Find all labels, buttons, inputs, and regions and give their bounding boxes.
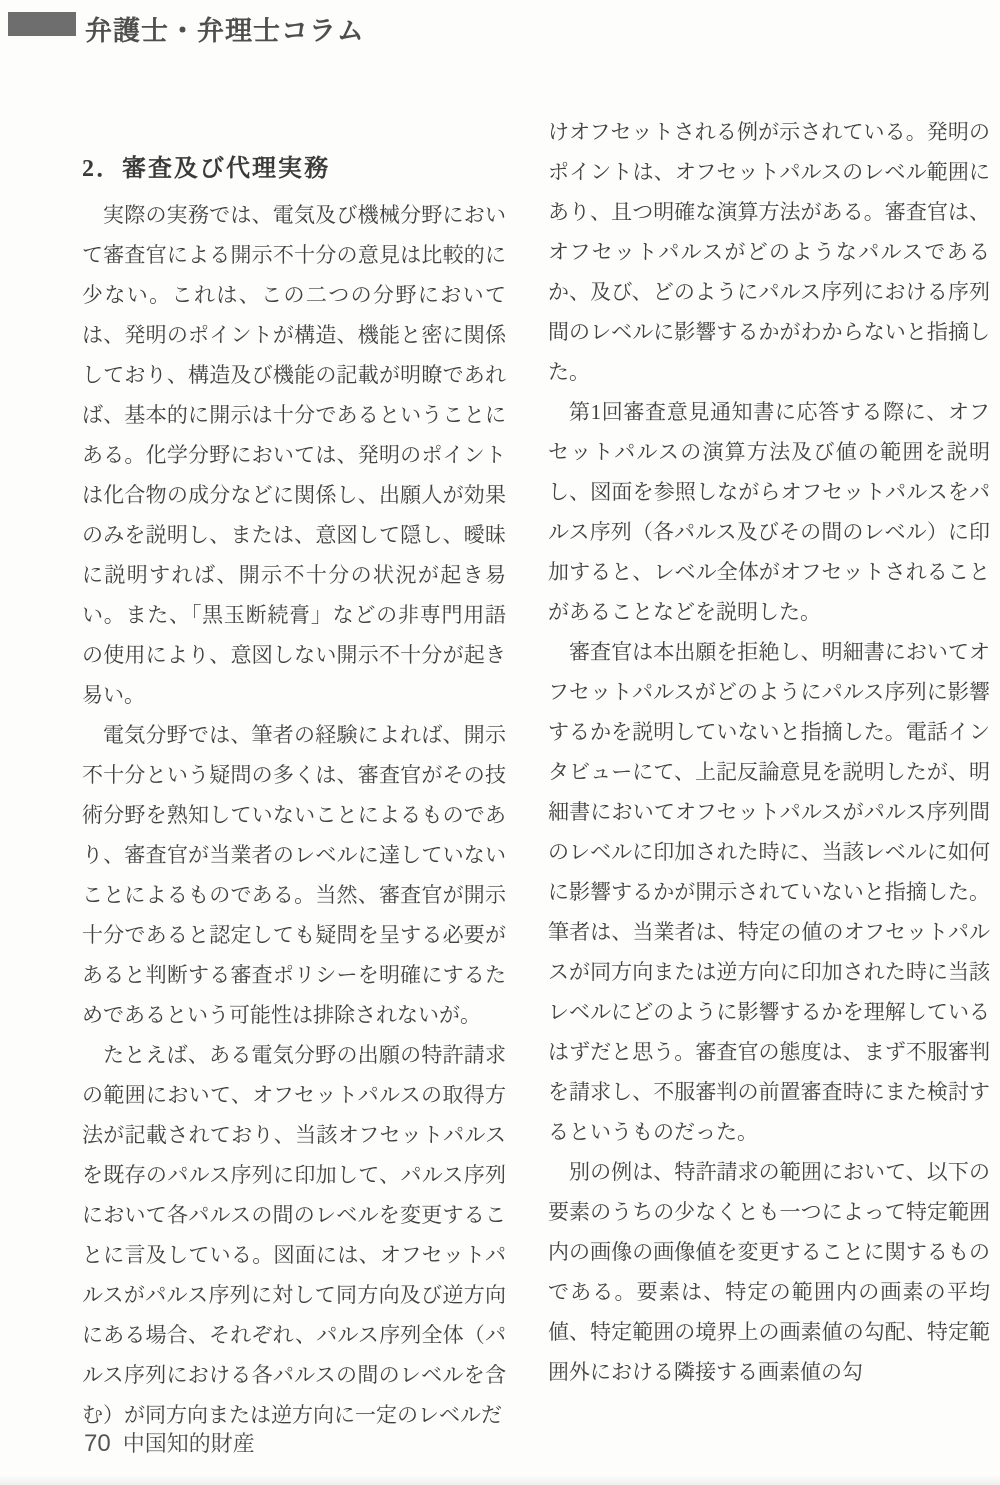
- page-number: 70: [84, 1430, 111, 1457]
- scan-edge-shadow: [0, 1475, 1000, 1485]
- paragraph: 第1回審査意見通知書に応答する際に、オフセットパルスの演算方法及び値の範囲を説明し、図面を参照しながらオフセットパルスをパルス序列（各パルス及びその間のレベル）に印加すると、レベル全体がオフセットされることがあることなどを説明した。: [548, 400, 990, 624]
- left-text-column: [82, 146, 506, 1435]
- right-text-column: [548, 112, 990, 1392]
- paragraph: 実際の実務では、電気及び機械分野において審査官による開示不十分の意見は比較的に少ない。これは、この二つの分野においては、発明のポイントが構造、機能と密に関係しており、構造及び機能の記載が明瞭であれば、基本的に開示は十分であるということにある。化学分野においては、発明のポイントは化合物の成分などに関係し、出願人が効果のみを説明し、または、意図して隠し、曖昧に説明すれば、開示不十分の状況が起き易い。また、「黒玉断続膏」などの非専門用語の使用により、意図しない開示不十分が起き易い。: [82, 203, 506, 707]
- paragraph-continuation: けオフセットされる例が示されている。発明のポイントは、オフセットパルスのレベル範囲にあり、且つ明確な演算方法がある。審査官は、オフセットパルスがどのようなパルスであるか、及び、どのようにパルス序列における序列間のレベルに影響するかがわからないと指摘した。: [548, 120, 990, 384]
- header-accent-bar: [8, 12, 76, 36]
- column-banner-title: 弁護士・弁理士コラム: [85, 16, 365, 46]
- page-footer: [84, 1427, 255, 1458]
- paragraph: たとえば、ある電気分野の出願の特許請求の範囲において、オフセットパルスの取得方法が記載されており、当該オフセットパルスを既存のパルス序列に印加して、パルス序列において各パルスの間のレベルを変更することに言及している。図面には、オフセットパルスがパルス序列に対して同方向及び逆方向にある場合、それぞれ、パルス序列全体（パルス序列における各パルスの間のレベルを含む）が同方向または逆方向に一定のレベルだ: [82, 1043, 506, 1427]
- section-heading: 2．審査及び代理実務: [82, 156, 330, 182]
- paragraph: 別の例は、特許請求の範囲において、以下の要素のうちの少なくとも一つによって特定範囲内の画像の画像値を変更することに関するものである。要素は、特定の範囲内の画素の平均値、特定範囲の境界上の画素値の勾配、特定範囲外における隣接する画素値の勾: [548, 1160, 990, 1384]
- paragraph: 電気分野では、筆者の経験によれば、開示不十分という疑問の多くは、審査官がその技術分野を熟知していないことによるものであり、審査官が当業者のレベルに達していないことによるものである。当然、審査官が開示十分であると認定しても疑問を呈する必要があると判断する審査ポリシーを明確にするためであるという可能性は排除されないが。: [82, 723, 506, 1027]
- paragraph: 審査官は本出願を拒絶し、明細書においてオフセットパルスがどのようにパルス序列に影響するかを説明していないと指摘した。電話インタビューにて、上記反論意見を説明したが、明細書においてオフセットパルスがパルス序列間のレベルに印加された時に、当該レベルに如何に影響するかが開示されていないと指摘した。筆者は、当業者は、特定の値のオフセットパルスが同方向または逆方向に印加された時に当該レベルにどのように影響するかを理解しているはずだと思う。審査官の態度は、まず不服審判を請求し、不服審判の前置審査時にまた検討するというものだった。: [548, 640, 990, 1144]
- journal-title: 中国知的財産: [122, 1431, 255, 1456]
